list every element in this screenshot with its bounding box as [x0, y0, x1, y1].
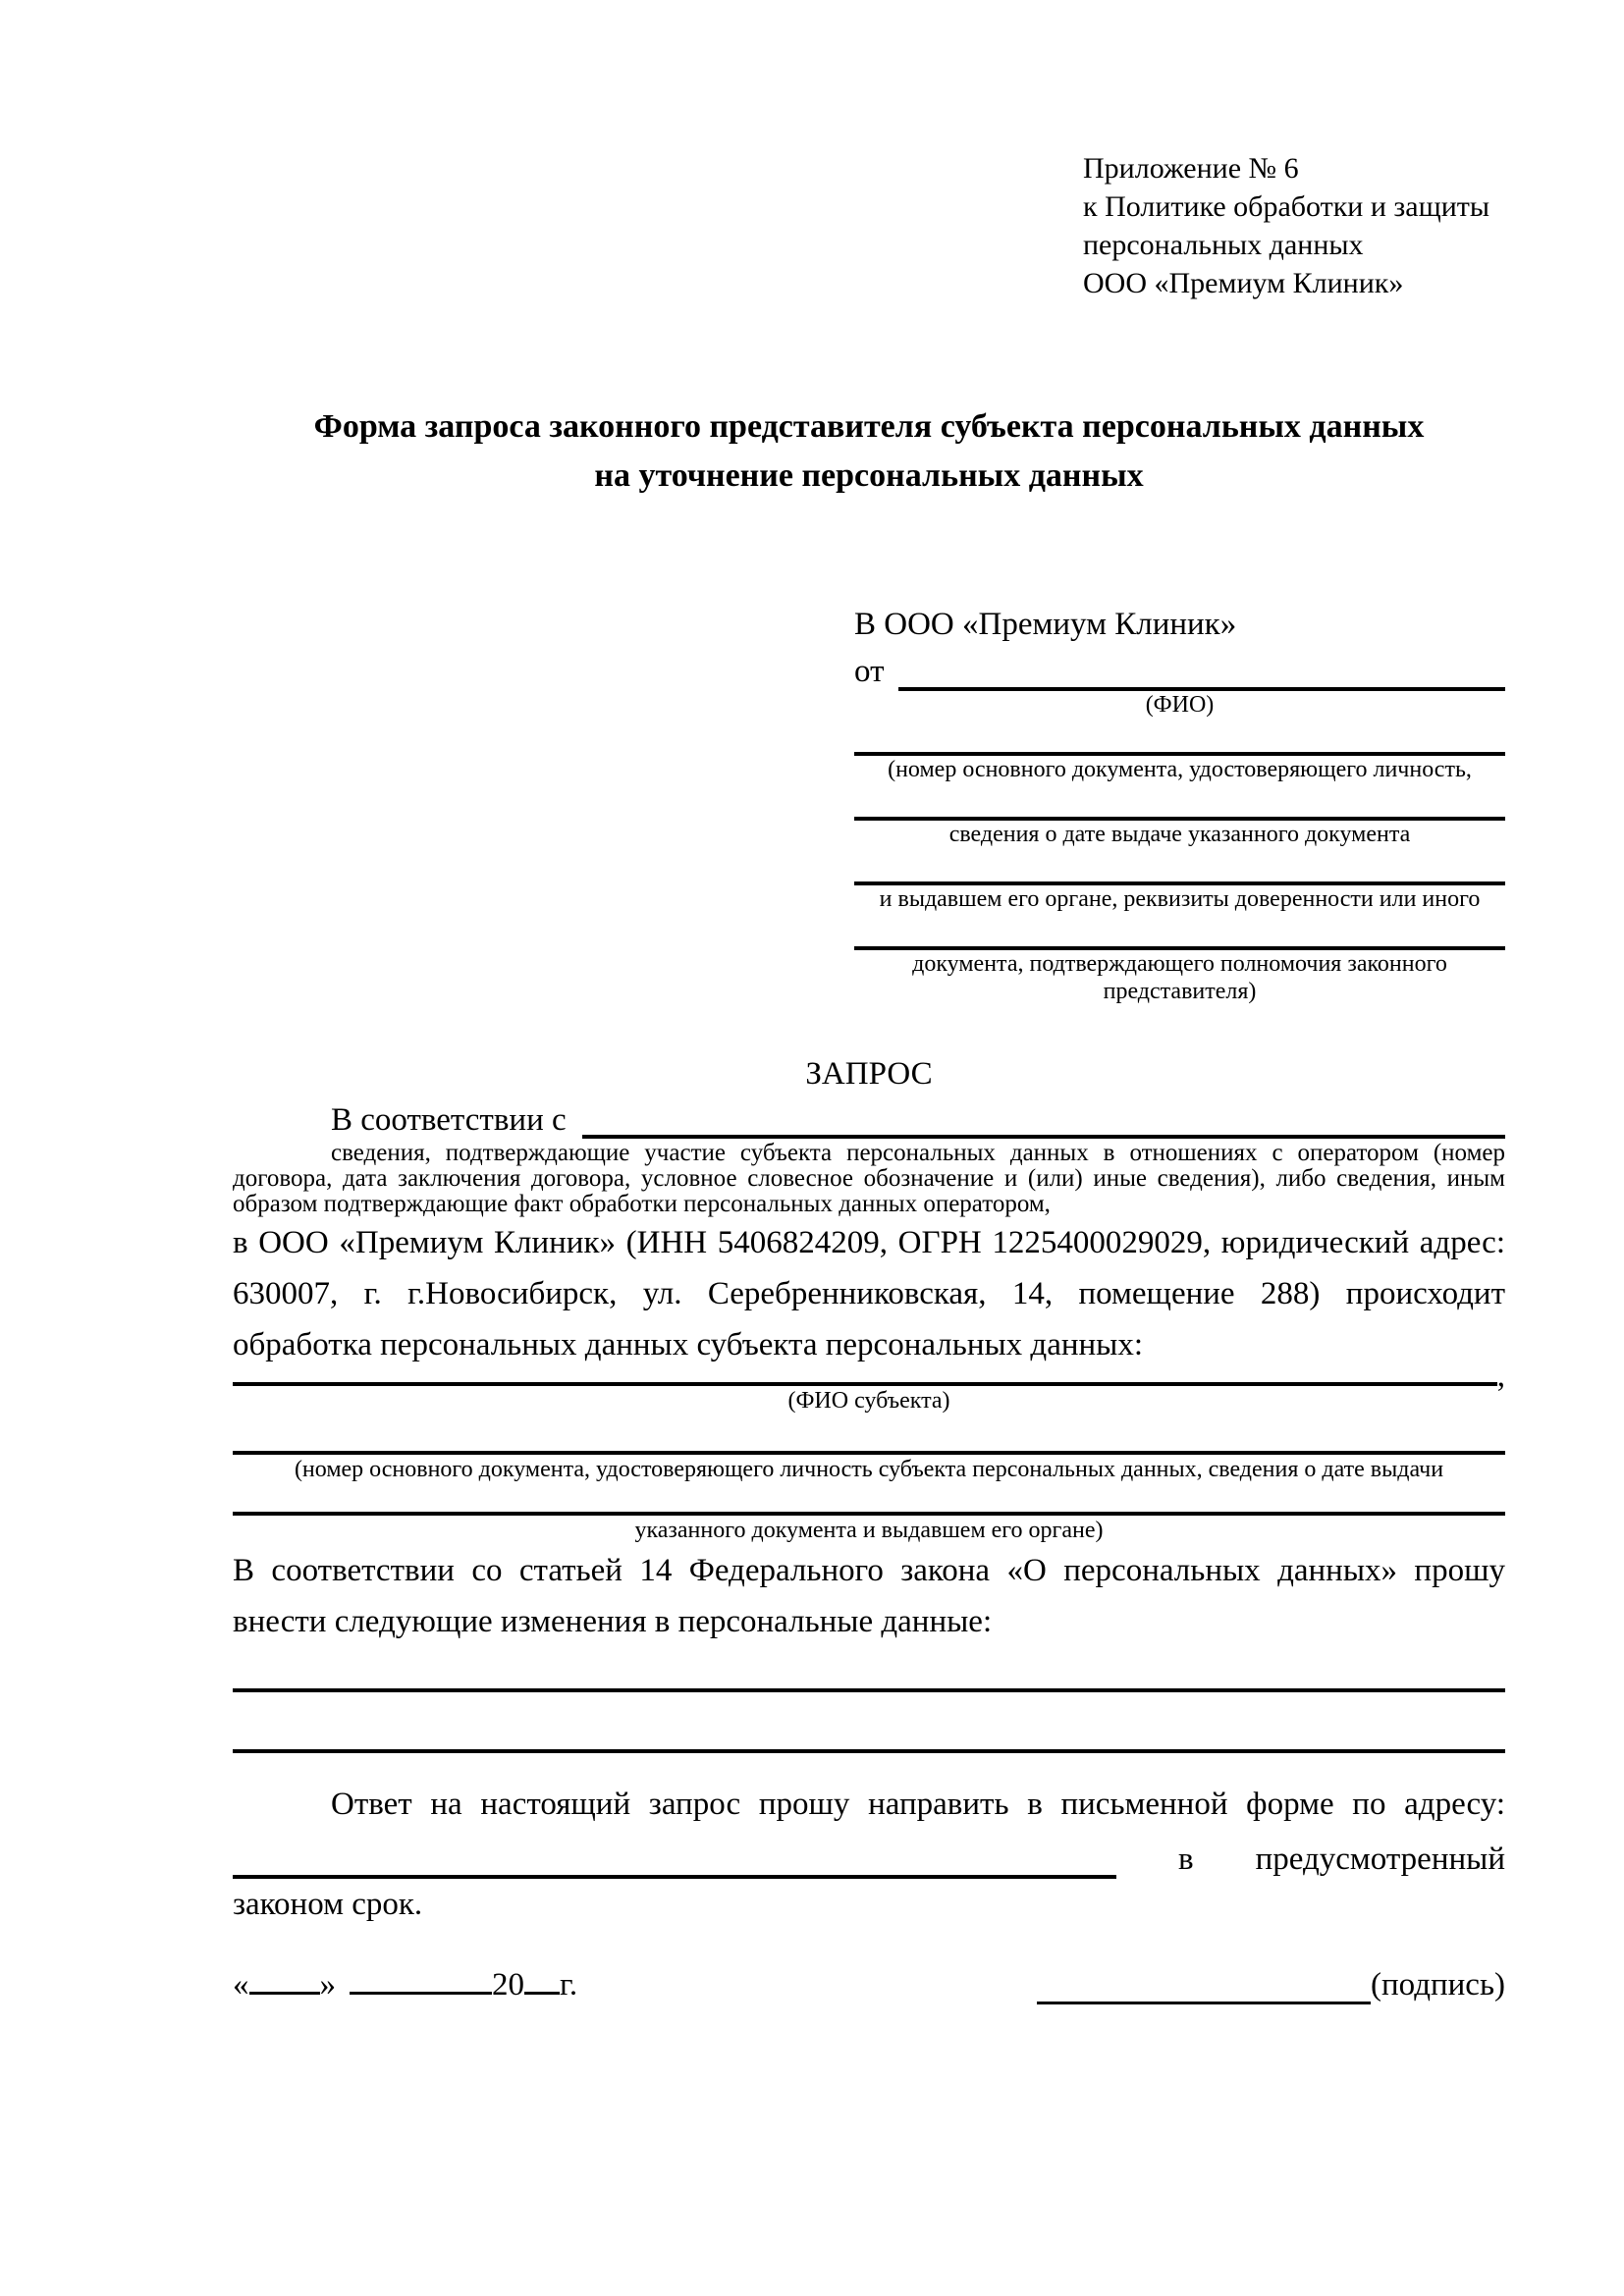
changes-blank-line	[233, 1692, 1505, 1753]
representative-doc-blank-line	[854, 848, 1505, 885]
appendix-block	[1083, 149, 1505, 302]
form-title-line-1: Форма запроса законного представителя субъекта персональных данных	[313, 408, 1425, 445]
from-row	[854, 646, 1505, 691]
doc-caption: документа, подтверждающего полномочия законного представителя)	[912, 951, 1447, 1004]
form-title-line-2: на уточнение персональных данных	[594, 457, 1144, 494]
doc-caption: (номер основного документа, удостоверяющего личность,	[888, 757, 1472, 782]
from-label: от	[854, 654, 885, 689]
reply-word: предусмотренный	[1255, 1842, 1505, 1877]
doc-caption: сведения о дате выдаче указанного документа	[948, 822, 1411, 847]
date-signature-row	[233, 1965, 1505, 2004]
reply-word: в	[1178, 1842, 1194, 1877]
date-field	[233, 1965, 577, 2004]
basis-blank-line	[582, 1135, 1505, 1139]
year-suffix: г.	[560, 1967, 578, 2002]
month-blank-line	[350, 1986, 492, 1995]
subject-fio-row	[233, 1359, 1505, 1394]
subject-doc-blank-line	[233, 1484, 1505, 1516]
year-prefix: 20	[492, 1967, 524, 2002]
subject-doc-caption: указанного документа и выдавшем его органе)	[634, 1518, 1104, 1543]
trailing-comma: ,	[1496, 1359, 1505, 1394]
quote-open: «	[233, 1967, 249, 2002]
doc-caption: и выдавшем его органе, реквизиты доверенности или иного	[879, 886, 1481, 912]
reply-address-row	[233, 1830, 1505, 1879]
intro-note: сведения, подтверждающие участие субъекта персональных данных в отношениях с оператором (номер договора, дата заключения договора, условное словесное обозначение и (или) иные сведения), либо сведения, иным образом подтверждающие факт обработки персональных данных оператором,	[233, 1140, 1505, 1217]
form-title	[233, 402, 1505, 501]
subject-fio-caption: (ФИО субъекта)	[787, 1388, 950, 1414]
appendix-line: к Политике обработки и защиты	[1083, 190, 1490, 223]
article-paragraph: В соответствии со статьей 14 Федерального закона «О персональных данных» прошу внести следующие изменения в персональные данные:	[233, 1553, 1505, 1639]
appendix-line: персональных данных	[1083, 229, 1364, 261]
operator-paragraph: в ООО «Премиум Клиник» (ИНН 5406824209, ОГРН 1225400029029, юридический адрес: 630007, г. г.Новосибирск, ул. Серебренниковская, 14, помещение 288) происходит обработка персональных данных субъекта персональных данных:	[233, 1225, 1505, 1362]
subject-doc-blank-line	[233, 1415, 1505, 1455]
day-blank-line	[249, 1986, 320, 1995]
representative-doc-blank-line	[854, 913, 1505, 950]
subject-doc-caption: (номер основного документа, удостоверяющего личность субъекта персональных данных, сведения о дате выдачи	[294, 1457, 1444, 1482]
addressee-organization: В ООО «Премиум Клиник»	[854, 607, 1237, 642]
signature-field	[1037, 1965, 1505, 2004]
representative-doc-blank-line	[854, 783, 1505, 821]
appendix-line: ООО «Премиум Клиник»	[1083, 267, 1404, 299]
fio-caption: (ФИО)	[1145, 692, 1215, 718]
year-blank-line	[524, 1986, 560, 1995]
reply-sentence-end: законом срок.	[233, 1887, 423, 1922]
addressee-block	[854, 603, 1505, 1005]
quote-close: »	[319, 1967, 336, 2002]
intro-prefix: В соответствии с	[331, 1102, 567, 1138]
signature-caption: (подпись)	[1371, 1967, 1505, 2002]
changes-blank-line	[233, 1647, 1505, 1692]
intro-row	[233, 1097, 1505, 1139]
appendix-line: Приложение № 6	[1083, 152, 1299, 185]
signature-blank-line	[1037, 1996, 1371, 2004]
request-heading: ЗАПРОС	[805, 1056, 933, 1092]
reply-sentence-start: Ответ на настоящий запрос прошу направить в письменной форме по адресу:	[331, 1787, 1505, 1822]
representative-doc-blank-line	[854, 719, 1505, 756]
